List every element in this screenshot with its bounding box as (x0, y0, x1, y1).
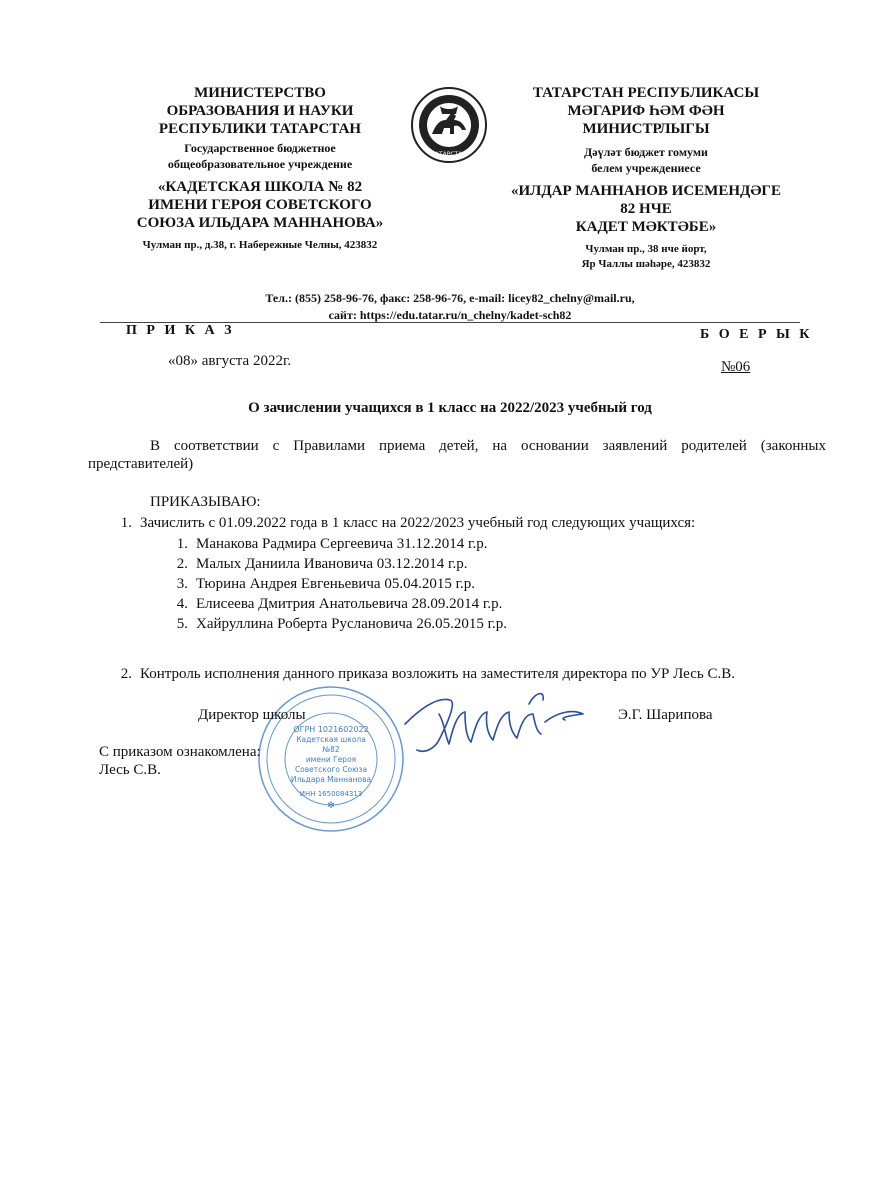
preamble-line: В соответствии с Правилами приема детей, на основании заявлений родителей (законных (150, 438, 826, 454)
ministry-tt-line: МӘГАРИФ ҺӘМ ФӘН (567, 103, 725, 119)
svg-text:✻: ✻ (327, 801, 335, 811)
institution-type-ru: общеобразовательное учреждение (167, 157, 353, 171)
school-name-tt: 82 НЧЕ (620, 201, 672, 217)
director-position: Директор школы (198, 707, 306, 723)
school-name-tt: «ИЛДАР МАННАНОВ ИСЕМЕНДӘГЕ (511, 183, 781, 199)
order-item-1 (108, 514, 695, 532)
item-text: Контроль исполнения данного приказа возложить на заместителя директора по УР Лесь С.В. (140, 666, 735, 682)
list-item-number: 4. (176, 596, 188, 612)
list-item (168, 535, 507, 553)
contacts-website: сайт: https://edu.tatar.ru/n_chelny/kadet-sch82 (328, 308, 572, 322)
acknowledgement (99, 743, 261, 779)
address-ru: Чулман пр., д.38, г. Набережные Челны, 423832 (142, 239, 378, 251)
address-tt: Чулман пр., 38 нче йорт, (585, 243, 707, 255)
handwritten-signature (395, 684, 605, 764)
order-label-ru: П Р И К А З (126, 323, 235, 338)
item-number: 2. (120, 666, 132, 682)
contacts-phone-email: Тел.: (855) 258-96-76, факс: 258-96-76, e-mail: licey82_chelny@mail.ru, (265, 291, 635, 305)
order-number: №06 (721, 359, 751, 375)
order-item-2 (108, 665, 735, 683)
stamp-line: Кадетская школа (296, 735, 366, 744)
institution-type-tt: белем учреждениесе (591, 161, 701, 175)
stamp-line: имени Героя (305, 755, 357, 764)
order-date: «08» августа 2022г. (168, 353, 292, 369)
list-item-text: Елисеева Дмитрия Анатольевича 28.09.2014 г.р. (196, 596, 503, 612)
header-left (110, 84, 410, 253)
item-number: 1. (120, 515, 132, 531)
emblem-icon (410, 86, 488, 164)
acknowledgement-label: С приказом ознакомлена: (99, 744, 261, 760)
ministry-tt-line: ТАТАРСТАН РЕСПУБЛИКАСЫ (532, 85, 760, 101)
list-item-number: 2. (176, 556, 188, 572)
tatarstan-emblem (410, 86, 488, 164)
list-item-number: 1. (176, 536, 188, 552)
students-list (168, 535, 507, 633)
ministry-ru-line: РЕСПУБЛИКИ ТАТАРСТАН (158, 121, 362, 137)
ministry-ru-line: ОБРАЗОВАНИЯ И НАУКИ (166, 103, 354, 119)
directive: ПРИКАЗЫВАЮ: (150, 494, 261, 510)
list-item (168, 615, 507, 633)
institution-type-tt: Дәүләт бюджет гомуми (584, 145, 708, 159)
list-item-text: Хайруллина Роберта Руслановича 26.05.2015 г.р. (196, 616, 508, 632)
ministry-tt-line: МИНИСТРЛЫГЫ (582, 121, 710, 137)
list-item-text: Малых Даниила Ивановича 03.12.2014 г.р. (196, 556, 468, 572)
order-title: О зачислении учащихся в 1 класс на 2022/2023 учебный год (248, 400, 652, 416)
list-item (168, 555, 507, 573)
contacts (120, 290, 780, 324)
stamp-inn: ИНН 1650084313 (299, 790, 363, 798)
stamp-line: Ильдара Маннанова (290, 775, 372, 784)
list-item-text: Манакова Радмира Сергеевича 31.12.2014 г.р. (196, 536, 488, 552)
list-item (168, 575, 507, 593)
acknowledgement-name: Лесь С.В. (99, 762, 161, 778)
stamp-line: №82 (322, 745, 340, 754)
address-tt: Яр Чаллы шәһәре, 423832 (581, 258, 711, 270)
list-item-number: 3. (176, 576, 188, 592)
director-name: Э.Г. Шарипова (618, 707, 713, 723)
list-item-number: 5. (176, 616, 188, 632)
list-item-text: Тюрина Андрея Евгеньевича 05.04.2015 г.р. (196, 576, 476, 592)
item-text: Зачислить с 01.09.2022 года в 1 класс на 2022/2023 учебный год следующих учащихся: (140, 515, 696, 531)
school-name-ru: СОЮЗА ИЛЬДАРА МАННАНОВА» (136, 215, 384, 231)
school-name-ru: ИМЕНИ ГЕРОЯ СОВЕТСКОГО (148, 197, 372, 213)
ministry-ru-line: МИНИСТЕРСТВО (194, 85, 326, 101)
order-label-tt: Б О Е Р Ы К (700, 327, 813, 342)
school-name-ru: «КАДЕТСКАЯ ШКОЛА № 82 (157, 179, 363, 195)
stamp-line: Советского Союза (294, 765, 368, 774)
stamp-ogrn: ОГРН 1021602022 (293, 725, 369, 734)
institution-type-ru: Государственное бюджетное (184, 141, 336, 155)
preamble-line: представителей) (88, 456, 194, 472)
emblem-caption: ТАТАРСТАН (431, 151, 467, 158)
signature-icon (395, 684, 605, 764)
header-right (496, 84, 796, 272)
school-name-tt: КАДЕТ МӘКТӘБЕ» (575, 219, 717, 235)
preamble (88, 437, 826, 473)
list-item (168, 595, 507, 613)
